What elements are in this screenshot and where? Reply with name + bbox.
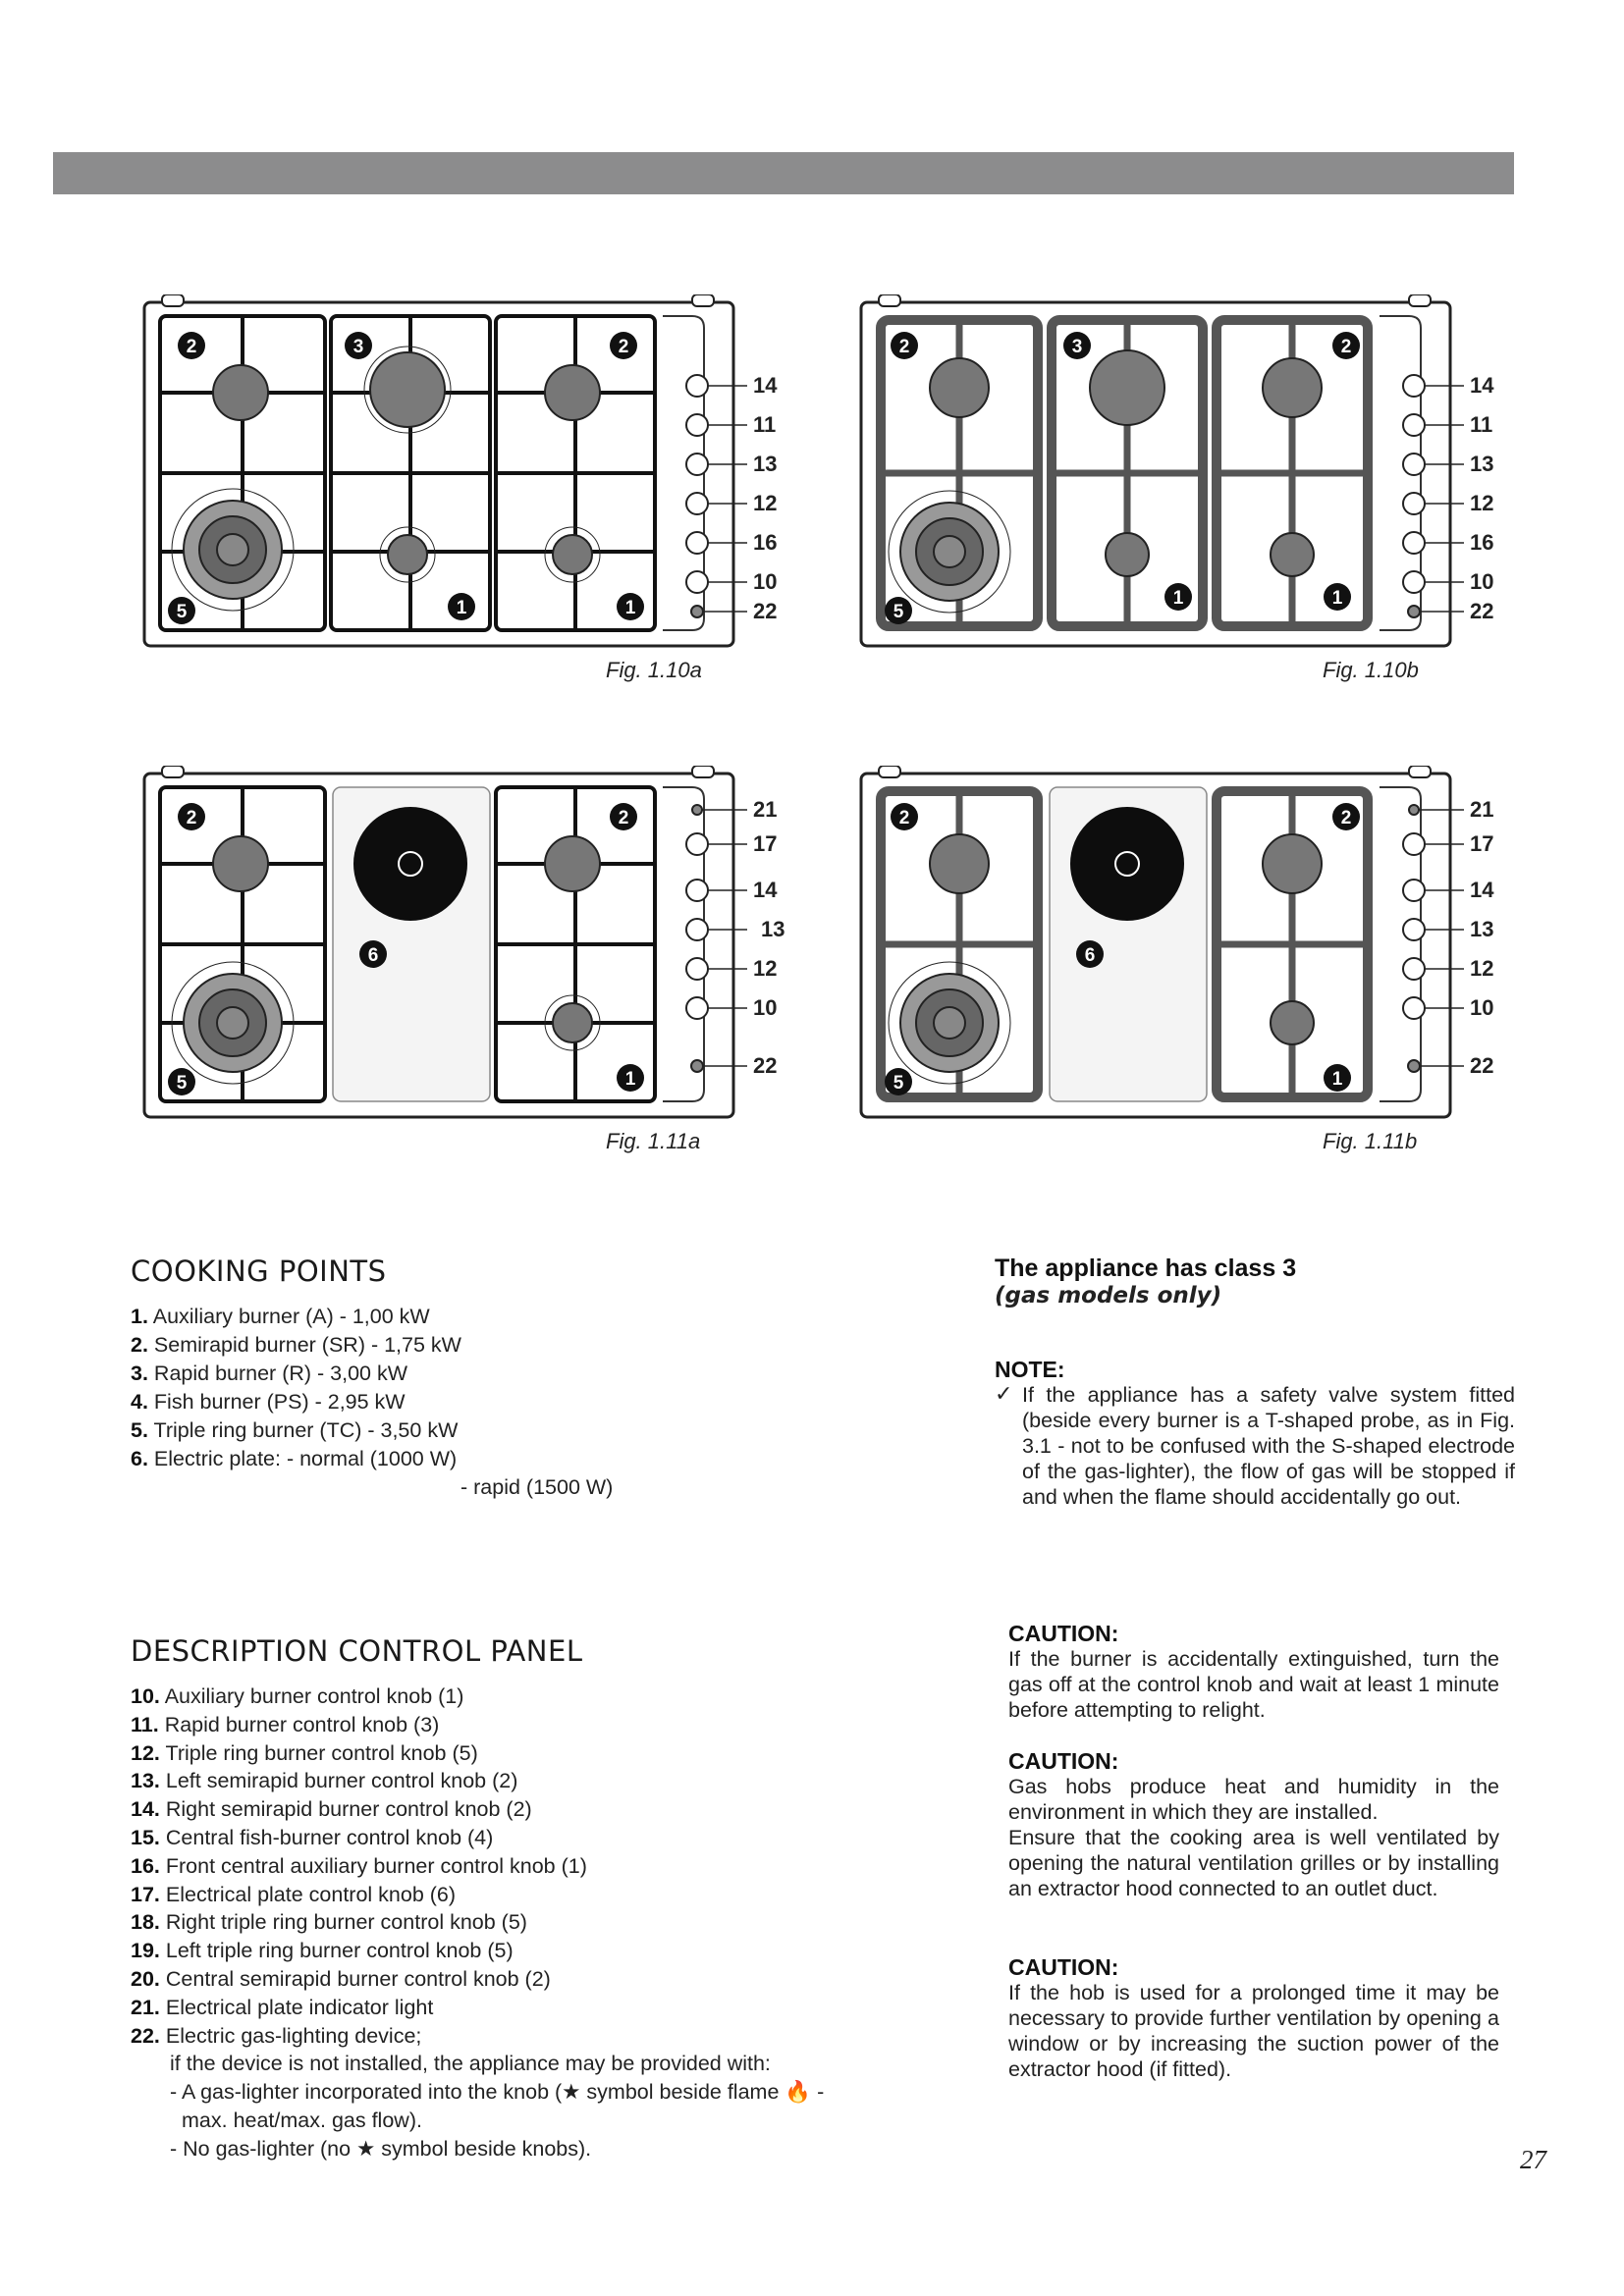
note-block [995,1357,1515,1510]
marker-1: 1 [1331,1069,1343,1090]
marker-1: 1 [1331,588,1343,609]
figure-caption: Fig. 1.11a [606,1129,701,1153]
marker-6: 6 [1084,945,1096,966]
marker-3: 3 [1071,337,1083,357]
figure-1-10a [142,294,810,687]
callout-label: 22 [1470,599,1494,623]
list-item: 17. Electrical plate control knob (6) [131,1882,457,1906]
callout-label: 13 [761,917,785,941]
marker-5: 5 [176,602,188,622]
marker-2: 2 [898,808,910,828]
caution-title: CAUTION: [1008,1748,1119,1774]
callout-label: 17 [753,831,778,856]
figure-1-11a [142,766,810,1158]
marker-2: 2 [1340,808,1352,828]
header-bar [53,152,1514,194]
marker-2: 2 [898,337,910,357]
callout-label: 10 [1470,569,1494,594]
marker-5: 5 [893,1073,904,1094]
callout-label: 21 [753,797,778,822]
list-item: 22. Electric gas-lighting device; [131,2023,422,2048]
list-item-continuation: - rapid (1500 W) [460,1475,614,1499]
list-item: 13. Left semirapid burner control knob (2) [131,1769,518,1793]
check-icon: ✓ [995,1382,1013,1407]
list-item: 1. Auxiliary burner (A) - 1,00 kW [131,1305,430,1328]
class-title: The appliance has class 3 [995,1255,1297,1282]
list-item: 15. Central fish-burner control knob (4) [131,1825,494,1849]
callout-label: 13 [753,452,778,476]
list-item: 21. Electrical plate indicator light [131,1995,434,2019]
marker-3: 3 [352,337,364,357]
list-item: 6. Electric plate: - normal (1000 W) [131,1447,458,1470]
list-item: 11. Rapid burner control knob (3) [131,1712,440,1736]
callout-label: 12 [1470,491,1494,515]
marker-6: 6 [367,945,379,966]
callout-label: 14 [753,373,778,398]
caution-3 [1008,1954,1499,2082]
callout-label: 12 [1470,956,1494,981]
caution-2 [1008,1748,1499,1901]
list-sub-item-continuation: max. heat/max. gas flow). [182,2108,422,2132]
callout-label: 12 [753,956,778,981]
caution-title: CAUTION: [1008,1954,1119,1980]
callout-label: 14 [1470,373,1494,398]
callout-label: 16 [753,530,778,555]
cooking-points-heading: COOKING POINTS [131,1255,387,1288]
list-item: 2. Semirapid burner (SR) - 1,75 kW [131,1333,461,1357]
list-item: 19. Left triple ring burner control knob (5) [131,1939,514,1963]
marker-2: 2 [186,337,197,357]
callout-label: 14 [753,878,778,902]
figure-caption: Fig. 1.11b [1323,1129,1418,1153]
note-body [995,1382,1515,1510]
list-note: if the device is not installed, the appliance may be provided with: [170,2052,771,2076]
marker-2: 2 [618,337,629,357]
list-sub-item: - A gas-lighter incorporated into the knob (★ symbol beside flame 🔥 - [170,2080,825,2105]
control-panel-heading: DESCRIPTION CONTROL PANEL [131,1634,583,1668]
list-item: 14. Right semirapid burner control knob (2) [131,1797,532,1822]
page-number: 27 [1520,2145,1546,2174]
cooking-points-list [131,1303,613,1502]
marker-1: 1 [624,1069,636,1090]
figure-1-10b [859,294,1527,687]
callout-label: 22 [1470,1053,1494,1078]
caution-text-2: Ensure that the cooking area is well ventilated by opening the natural ventilation grilles or by installing an extractor hood connected to an outlet duct. [1008,1826,1499,1900]
caution-title: CAUTION: [1008,1621,1119,1646]
list-item: 18. Right triple ring burner control knob (5) [131,1910,527,1935]
list-item: 12. Triple ring burner control knob (5) [131,1740,478,1765]
callout-label: 11 [753,412,777,437]
control-panel-list [131,1682,824,2163]
list-item: 10. Auxiliary burner control knob (1) [131,1684,464,1708]
list-item: 5. Triple ring burner (TC) - 3,50 kW [131,1418,459,1442]
figure-caption: Fig. 1.10b [1323,658,1419,682]
callout-label: 10 [753,569,778,594]
marker-1: 1 [624,598,636,618]
list-sub-item: - No gas-lighter (no ★ symbol beside knobs). [170,2136,592,2161]
callout-label: 21 [1470,797,1494,822]
callout-label: 17 [1470,831,1494,856]
callout-label: 10 [753,995,778,1020]
note-text: If the appliance has a safety valve system fitted (beside every burner is a T-shaped probe, as in Fig. 3.1 - not to be confused with the S-shaped electrode of the gas-lighter), the flow of gas will be stopped if and when the flame should accidentally go out. [1022,1383,1515,1509]
class-info [995,1255,1515,1308]
callout-label: 16 [1470,530,1494,555]
list-item: 3. Rapid burner (R) - 3,00 kW [131,1362,408,1385]
callout-label: 13 [1470,917,1494,941]
caution-text: If the hob is used for a prolonged time it may be necessary to provide further ventilation by opening a window or by increasing the suction power of the extractor hood (if fitted). [1008,1981,1499,2081]
caution-1 [1008,1621,1499,1723]
class-subtitle: (gas models only) [995,1283,1222,1308]
marker-2: 2 [186,808,197,828]
figure-1-11b [859,766,1527,1158]
list-item: 20. Central semirapid burner control knob (2) [131,1966,551,1991]
callout-label: 22 [753,599,778,623]
marker-2: 2 [618,808,629,828]
caution-text: Gas hobs produce heat and humidity in the environment in which they are installed. [1008,1775,1499,1824]
callout-label: 14 [1470,878,1494,902]
callout-label: 11 [1470,412,1493,437]
caution-text: If the burner is accidentally extinguished, turn the gas off at the control knob and wait at least 1 minute before attempting to relight. [1008,1647,1499,1722]
marker-5: 5 [176,1073,188,1094]
note-title: NOTE: [995,1357,1065,1382]
callout-label: 12 [753,491,778,515]
list-item: 16. Front central auxiliary burner control knob (1) [131,1853,587,1878]
marker-5: 5 [893,602,904,622]
marker-2: 2 [1340,337,1352,357]
marker-1: 1 [1172,588,1184,609]
callout-label: 13 [1470,452,1494,476]
figure-caption: Fig. 1.10a [606,658,702,682]
callout-label: 22 [753,1053,778,1078]
marker-1: 1 [456,598,467,618]
list-item: 4. Fish burner (PS) - 2,95 kW [131,1390,406,1414]
callout-label: 10 [1470,995,1494,1020]
